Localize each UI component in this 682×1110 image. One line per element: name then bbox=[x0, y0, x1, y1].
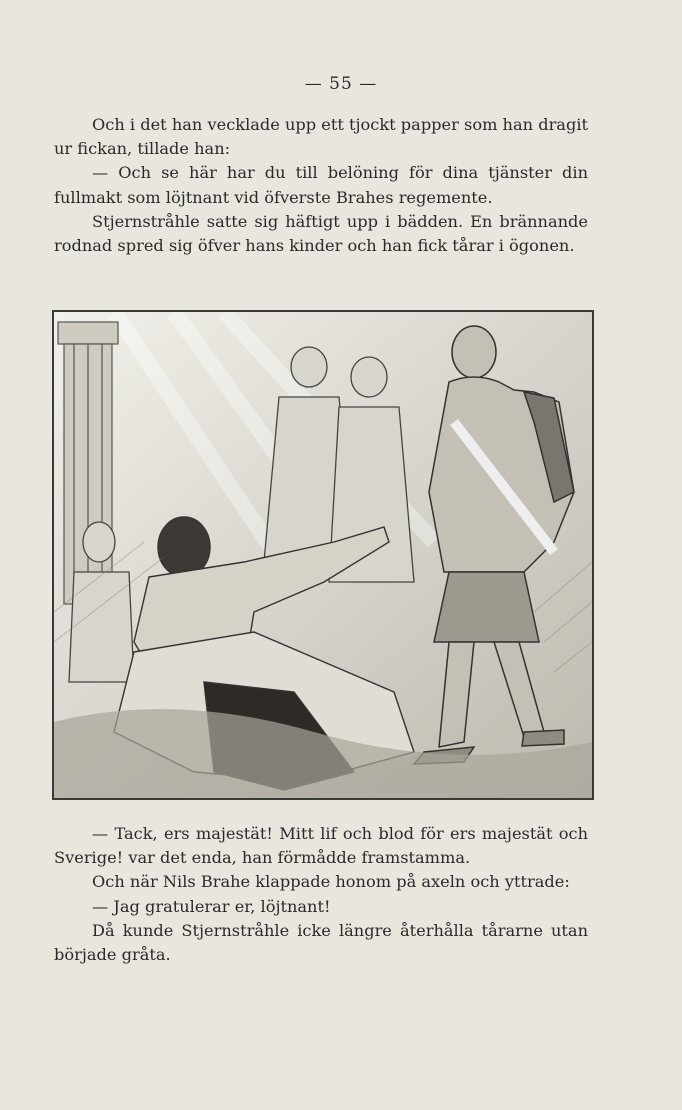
paragraph: Då kunde Stjernstråhle icke längre återhålla tårarne utan började gråta. bbox=[54, 920, 588, 965]
paragraph: Stjernstråhle satte sig häftigt upp i bädden. En brännande rodnad spred sig öfver hans kinder och han fick tårar i ögonen. bbox=[54, 211, 588, 256]
paragraph: — Tack, ers majestät! Mitt lif och blod för ers majestät och Sverige! var det enda, han förmådde framstamma. bbox=[54, 824, 588, 868]
paragraph: — Och se här har du till belöning för dina tjänster din fullmakt som löjtnant vid öfverste Brahes regemente. bbox=[54, 163, 588, 207]
text-block-bottom bbox=[54, 822, 588, 967]
illustration-king-awards-commission bbox=[52, 310, 594, 800]
paragraph: Och när Nils Brahe klappade honom på axeln och yttrade: bbox=[92, 872, 570, 892]
page-number: — 55 — bbox=[304, 74, 378, 94]
paragraph: — Jag gratulerar er, löjtnant! bbox=[92, 896, 331, 916]
paragraph: Och i det han vecklade upp ett tjockt papper som han dragit ur fickan, tillade han: bbox=[54, 115, 589, 159]
text-block-top bbox=[54, 113, 588, 258]
